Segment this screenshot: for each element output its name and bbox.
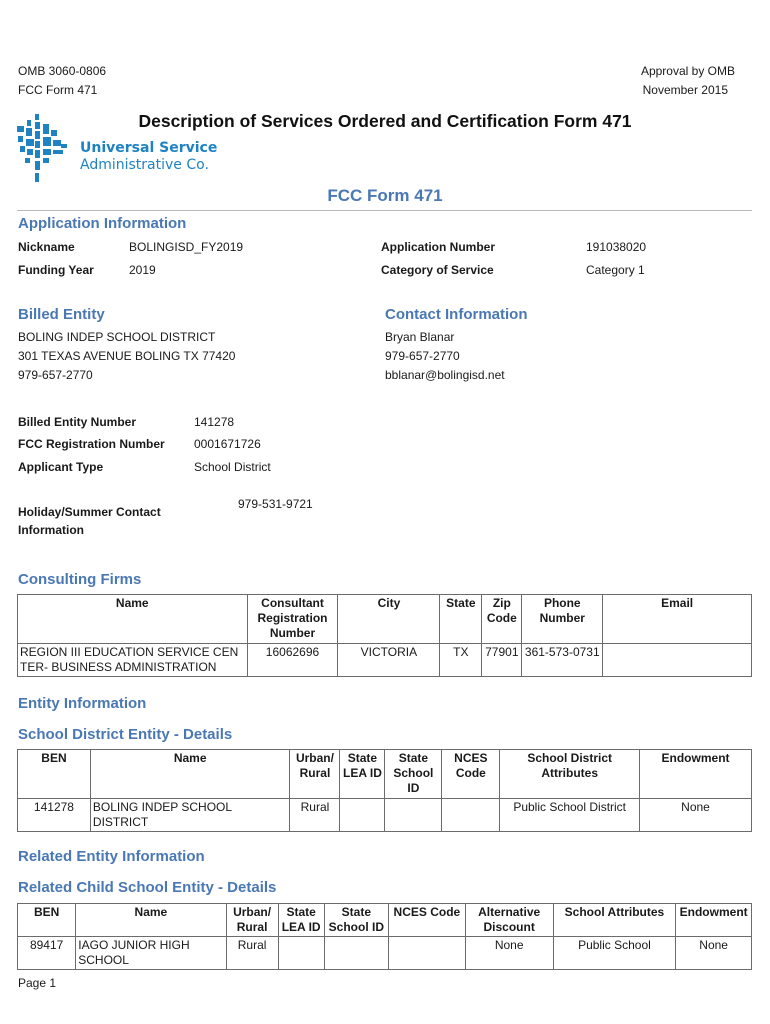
logo-line-1: Universal Service [80, 140, 217, 156]
contact-info-heading: Contact Information [385, 306, 528, 323]
child-school-attributes: Public School [553, 937, 676, 970]
child-ben: 89417 [18, 937, 76, 970]
related-child-school-heading: Related Child School Entity - Details [18, 879, 277, 896]
category-value: Category 1 [586, 263, 645, 277]
entity-district-attributes: Public School District [500, 799, 640, 832]
consultant-registration: 16062696 [247, 644, 338, 677]
column-header: City [338, 595, 440, 644]
page-number: Page 1 [18, 976, 57, 990]
table-row [18, 799, 752, 832]
fcc-registration-label: FCC Registration Number [18, 437, 165, 451]
usac-logo-mark-icon [17, 114, 217, 186]
consulting-firms-table [17, 594, 752, 677]
consultant-email [603, 644, 752, 677]
column-header: Phone Number [522, 595, 603, 644]
ben-label: Billed Entity Number [18, 415, 137, 429]
entity-info-heading: Entity Information [18, 695, 147, 712]
child-state-lea-id [278, 937, 324, 970]
child-urban-rural: Rural [226, 937, 278, 970]
entity-ben: 141278 [18, 799, 91, 832]
child-state-school-id [324, 937, 388, 970]
entity-urban-rural: Rural [290, 799, 340, 832]
child-nces-code [389, 937, 466, 970]
column-header: State LEA ID [278, 904, 324, 937]
table-header-row [18, 904, 752, 937]
school-district-entity-heading: School District Entity - Details [18, 726, 233, 743]
column-header: Alternative Discount [465, 904, 553, 937]
column-header: NCES Code [389, 904, 466, 937]
applicant-type-label: Applicant Type [18, 460, 104, 474]
column-header: BEN [18, 904, 76, 937]
column-header: State School ID [324, 904, 388, 937]
title-divider [17, 210, 752, 211]
entity-endowment: None [640, 799, 752, 832]
consultant-city: VICTORIA [338, 644, 440, 677]
consultant-state: TX [440, 644, 482, 677]
application-number-value: 191038020 [586, 240, 647, 254]
entity-name: BOLING INDEP SCHOOL DISTRICT [90, 799, 290, 832]
column-header: Endowment [640, 750, 752, 799]
entity-state-school-id [385, 799, 442, 832]
table-header-row [18, 750, 752, 799]
application-number-label: Application Number [381, 240, 496, 254]
contact-name: Bryan Blanar [385, 330, 455, 344]
omb-number: OMB 3060-0806 [18, 64, 107, 78]
column-header: NCES Code [442, 750, 500, 799]
column-header: Zip Code [482, 595, 522, 644]
child-alternative-discount: None [465, 937, 553, 970]
related-child-school-table [17, 903, 752, 970]
billed-entity-name: BOLING INDEP SCHOOL DISTRICT [18, 330, 216, 344]
column-header: BEN [18, 750, 91, 799]
consultant-phone: 361-573-0731 [522, 644, 603, 677]
column-header: Name [76, 904, 226, 937]
approval-date: November 2015 [642, 83, 728, 97]
document-title: Description of Services Ordered and Certification Form 471 [138, 111, 632, 131]
omb-approval: Approval by OMB [640, 64, 735, 78]
column-header: State [440, 595, 482, 644]
billed-entity-address: 301 TEXAS AVENUE BOLING TX 77420 [18, 349, 236, 363]
billed-entity-heading: Billed Entity [18, 306, 105, 323]
billed-entity-phone: 979-657-2770 [18, 368, 93, 382]
category-label: Category of Service [381, 263, 494, 277]
column-header: School Attributes [553, 904, 676, 937]
column-header: Name [18, 595, 248, 644]
column-header: Email [603, 595, 752, 644]
column-header: State LEA ID [340, 750, 385, 799]
holiday-contact-phone: 979-531-9721 [238, 497, 313, 511]
consulting-firms-heading: Consulting Firms [18, 571, 142, 588]
funding-year-label: Funding Year [18, 263, 94, 277]
consultant-zip: 77901 [482, 644, 522, 677]
contact-email: bblanar@bolingisd.net [385, 368, 505, 382]
usac-logo [17, 114, 217, 186]
fcc-registration-value: 0001671726 [194, 437, 261, 451]
nickname-label: Nickname [18, 240, 75, 254]
contact-phone: 979-657-2770 [385, 349, 460, 363]
column-header: State School ID [385, 750, 442, 799]
column-header: Consultant Registration Number [247, 595, 338, 644]
nickname-value: BOLINGISD_FY2019 [129, 240, 244, 254]
child-endowment: None [676, 937, 752, 970]
funding-year-value: 2019 [129, 263, 156, 277]
column-header: Urban/ Rural [226, 904, 278, 937]
table-row [18, 644, 752, 677]
ben-value: 141278 [194, 415, 235, 429]
column-header: Endowment [676, 904, 752, 937]
school-district-entity-table [17, 749, 752, 832]
entity-nces-code [442, 799, 500, 832]
column-header: Urban/ Rural [290, 750, 340, 799]
related-entity-heading: Related Entity Information [18, 848, 205, 865]
consultant-name: REGION III EDUCATION SERVICE CENTER- BUSINESS ADMINISTRATION [18, 644, 248, 677]
table-header-row [18, 595, 752, 644]
table-row [18, 937, 752, 970]
holiday-contact-label-2: Information [18, 523, 84, 537]
holiday-contact-label: Holiday/Summer Contact [18, 505, 161, 519]
applicant-type-value: School District [194, 460, 271, 474]
column-header: School District Attributes [500, 750, 640, 799]
child-name: IAGO JUNIOR HIGH SCHOOL [76, 937, 226, 970]
column-header: Name [90, 750, 290, 799]
entity-state-lea-id [340, 799, 385, 832]
logo-line-2: Administrative Co. [80, 157, 209, 173]
application-info-heading: Application Information [18, 215, 187, 232]
form-title: FCC Form 471 [327, 186, 443, 205]
form-number: FCC Form 471 [18, 83, 98, 97]
